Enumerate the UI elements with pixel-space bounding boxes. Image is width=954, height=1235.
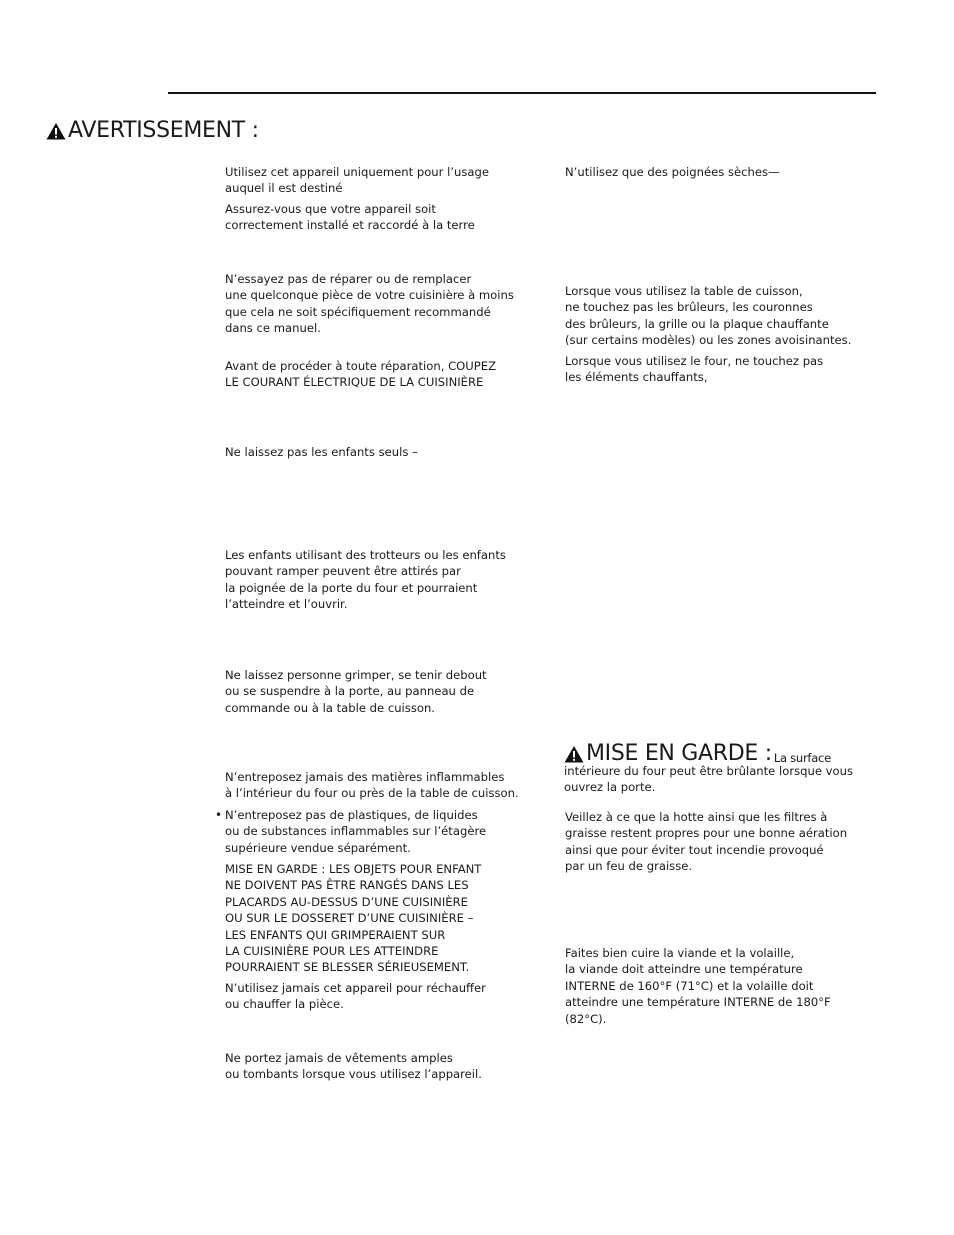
para-hood-filters — [565, 809, 847, 875]
text-line: LES ENFANTS QUI GRIMPERAIENT SUR — [225, 927, 446, 942]
text-line: Ne laissez personne grimper, se tenir debout — [225, 668, 487, 682]
text-line: atteindre une température INTERNE de 180°F — [565, 995, 831, 1010]
text-line: Ne portez jamais de vêtements amples — [225, 1051, 453, 1065]
para-power-off — [225, 358, 496, 391]
text-line: auquel il est destiné — [225, 181, 343, 196]
para-dry-potholders — [565, 164, 780, 180]
text-line: par un feu de graisse. — [565, 859, 693, 874]
text-line: LE COURANT ÉLECTRIQUE DE LA CUISINIÈRE — [225, 375, 484, 390]
text-line: Assurez-vous que votre appareil soit — [225, 202, 436, 216]
text-line: Ne laissez pas les enfants seuls – — [225, 445, 418, 459]
para-no-climbing — [225, 667, 487, 716]
text-line: ainsi que pour éviter tout incendie provoqué — [565, 842, 824, 857]
text-line: que cela ne soit spécifiquement recommandé — [225, 304, 491, 319]
text-line: N’utilisez jamais cet appareil pour réchauffer — [225, 981, 486, 995]
text-line: ouvrez la porte. — [564, 780, 656, 795]
para-oven-touch — [565, 353, 823, 386]
text-line: commande ou à la table de cuisson. — [225, 700, 435, 715]
text-line: POURRAIENT SE BLESSER SÉRIEUSEMENT. — [225, 960, 470, 975]
text-line: pouvant ramper peuvent être attirés par — [225, 564, 461, 579]
text-line: (82°C). — [565, 1011, 607, 1026]
para-plastics — [225, 807, 486, 856]
text-line: une quelconque pièce de votre cuisinière à moins — [225, 288, 514, 303]
text-line: les éléments chauffants, — [565, 370, 708, 385]
text-line: Faites bien cuire la viande et la volaille, — [565, 946, 795, 960]
text-line: Lorsque vous utilisez la table de cuisson, — [565, 284, 803, 298]
text-line: graisse restent propres pour une bonne aération — [565, 826, 848, 841]
text-line: intérieure du four peut être brûlante lorsque vous — [564, 764, 853, 778]
warning-title: AVERTISSEMENT : — [68, 118, 259, 143]
text-line: supérieure vendue séparément. — [225, 840, 411, 855]
bullet-marker: • — [215, 808, 223, 822]
text-line: ne touchez pas les brûleurs, les couronnes — [565, 300, 813, 315]
para-repair — [225, 271, 514, 337]
text-line: ou se suspendre à la porte, au panneau de — [225, 684, 475, 699]
para-children-alone — [225, 444, 418, 460]
text-line: NE DOIVENT PAS ÊTRE RANGÉS DANS LES — [225, 878, 469, 893]
text-line: LA CUISINIÈRE POUR LES ATTEINDRE — [225, 944, 439, 959]
text-line: correctement installé et raccordé à la terre — [225, 218, 475, 233]
text-line: OU SUR LE DOSSERET D’UNE CUISINIÈRE – — [225, 911, 474, 926]
para-installation — [225, 201, 475, 234]
text-line: Utilisez cet appareil uniquement pour l’usage — [225, 165, 489, 179]
warning-triangle-icon — [564, 745, 584, 763]
warning-heading — [46, 116, 259, 146]
text-line: (sur certains modèles) ou les zones avoisinantes. — [565, 333, 852, 348]
text-line: N’entreposez pas de plastiques, de liquides — [225, 808, 478, 822]
para-flammables — [225, 769, 519, 802]
para-cook-meat — [565, 945, 831, 1027]
para-no-heating — [225, 980, 486, 1013]
text-line: la viande doit atteindre une température — [565, 962, 803, 977]
para-loose-clothing — [225, 1050, 482, 1083]
text-line: INTERNE de 160°F (71°C) et la volaille doit — [565, 978, 814, 993]
caution-text-start: La surface — [773, 751, 831, 765]
text-line: Les enfants utilisant des trotteurs ou les enfants — [225, 548, 506, 562]
para-usage — [225, 164, 489, 197]
text-line: PLACARDS AU-DESSUS D’UNE CUISINIÈRE — [225, 894, 468, 909]
text-line: ou chauffer la pièce. — [225, 997, 344, 1012]
text-line: l’atteindre et l’ouvrir. — [225, 597, 348, 612]
caution-block — [564, 739, 853, 796]
caution-title: MISE EN GARDE : — [586, 741, 772, 766]
warning-triangle-icon — [46, 122, 66, 140]
text-line: ou tombants lorsque vous utilisez l’appareil. — [225, 1067, 482, 1082]
text-line: dans ce manuel. — [225, 321, 321, 336]
text-line: Avant de procéder à toute réparation, COUPEZ — [225, 359, 497, 373]
text-line: à l’intérieur du four ou près de la table de cuisson. — [225, 786, 519, 801]
text-line: N’essayez pas de réparer ou de remplacer — [225, 272, 472, 286]
text-line: des brûleurs, la grille ou la plaque chauffante — [565, 316, 829, 331]
text-line: la poignée de la porte du four et pourraient — [225, 580, 478, 595]
text-line: Lorsque vous utilisez le four, ne touchez pas — [565, 354, 824, 368]
text-line: N’entreposez jamais des matières inflammables — [225, 770, 505, 784]
para-children-walkers — [225, 547, 506, 613]
text-line: Veillez à ce que la hotte ainsi que les filtres à — [565, 810, 828, 824]
text-line: MISE EN GARDE : LES OBJETS POUR ENFANT — [225, 862, 482, 876]
text-line: N’utilisez que des poignées sèches— — [565, 165, 780, 179]
header-rule — [168, 92, 876, 94]
para-cooktop-touch — [565, 283, 851, 349]
para-caution-children-items — [225, 861, 481, 976]
text-line: ou de substances inflammables sur l’étagère — [225, 824, 487, 839]
